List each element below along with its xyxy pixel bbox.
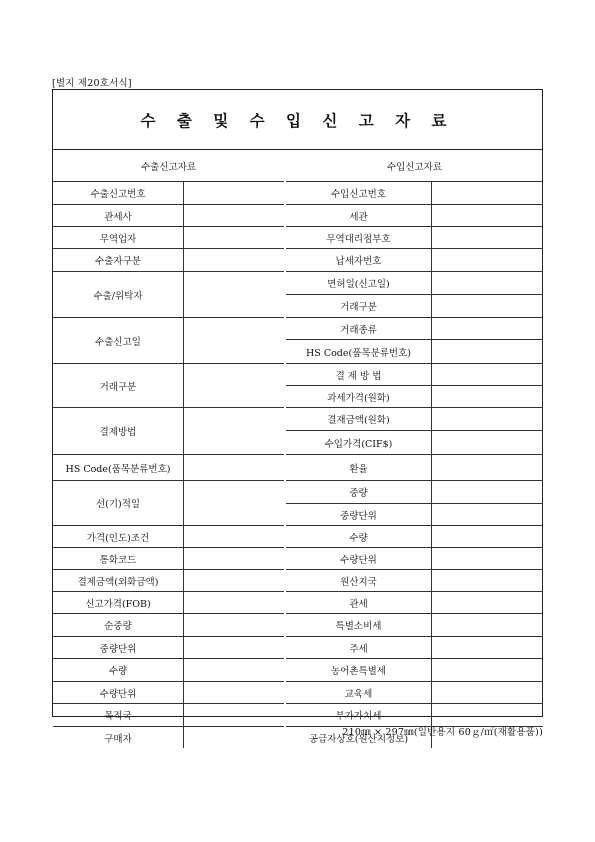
export-field-label: 통화코드 <box>53 548 183 570</box>
import-field-label: 관세 <box>286 592 431 614</box>
import-field-label: 중량단위 <box>286 504 431 526</box>
import-field-value[interactable] <box>431 364 543 386</box>
import-field-label: 특별소비세 <box>286 614 431 637</box>
export-field-value[interactable] <box>183 249 284 272</box>
export-field-value[interactable] <box>183 637 284 659</box>
import-field-label: 수입가격(CIF$) <box>286 431 431 455</box>
import-field-label: 교육세 <box>286 682 431 704</box>
export-field-label: 수출신고일 <box>53 318 183 364</box>
import-field-value[interactable] <box>431 249 543 272</box>
import-field-label: 수량단위 <box>286 548 431 570</box>
import-field-value[interactable] <box>431 455 543 481</box>
paper-spec: 210㎜ × 297㎜(일반용지 60ｇ/㎡(재활용품)) <box>342 727 543 738</box>
import-field-label: 중량 <box>286 481 431 504</box>
export-field-label: 목적국 <box>53 704 183 727</box>
export-field-label: 결제방법 <box>53 408 183 455</box>
export-field-label: 구매자 <box>104 733 132 745</box>
export-field-label: 수량단위 <box>53 682 183 704</box>
import-field-value[interactable] <box>431 659 543 682</box>
export-field-label: 무역업자 <box>53 227 183 249</box>
export-field-label: 수량 <box>53 659 183 682</box>
export-field-value[interactable] <box>183 408 284 455</box>
import-field-value[interactable] <box>431 481 543 504</box>
export-field-value[interactable] <box>183 682 284 704</box>
export-field-value[interactable] <box>183 364 284 408</box>
import-field-label: 환율 <box>286 455 431 481</box>
import-field-value[interactable] <box>431 386 543 408</box>
import-field-label: 세관 <box>286 205 431 227</box>
import-field-label: 결 제 방 법 <box>286 364 431 386</box>
import-field-value[interactable] <box>431 682 543 704</box>
import-header: 수입신고자료 <box>286 150 543 182</box>
import-field-value[interactable] <box>431 570 543 592</box>
export-field-value[interactable] <box>183 526 284 548</box>
form-number: [별지 제20호서식] <box>52 78 132 89</box>
export-field-label: 거래구분 <box>53 364 183 408</box>
export-field-value[interactable] <box>183 592 284 614</box>
import-field-label: 거래종류 <box>286 318 431 340</box>
import-field-value[interactable] <box>431 408 543 431</box>
export-field-value[interactable] <box>183 227 284 249</box>
export-field-value[interactable] <box>183 205 284 227</box>
export-field-value[interactable] <box>183 272 284 318</box>
export-field-value[interactable] <box>183 548 284 570</box>
import-field-label: 원산지국 <box>286 570 431 592</box>
import-field-value[interactable] <box>431 227 543 249</box>
export-field-value[interactable] <box>183 659 284 682</box>
form-title: 수 출 및 수 입 신 고 자 료 <box>53 90 542 150</box>
export-field-value[interactable] <box>183 481 284 526</box>
export-field-label: 수출자구분 <box>53 249 183 272</box>
import-field-value[interactable] <box>431 182 543 205</box>
import-field-label: 과세가격(원화) <box>286 386 431 408</box>
export-field-label: 수출신고번호 <box>53 182 183 205</box>
import-field-value[interactable] <box>431 504 543 526</box>
export-field-value[interactable] <box>183 182 284 205</box>
import-field-value[interactable] <box>431 318 543 340</box>
export-field-label: 결제금액(외화금액) <box>53 570 183 592</box>
export-field-label: 가격(인도)조건 <box>53 526 183 548</box>
export-field-label: 선(기)적일 <box>53 481 183 526</box>
export-field-label: 관세사 <box>53 205 183 227</box>
import-field-label: 결재금액(원화) <box>286 408 431 431</box>
import-field-label: 공급자상호(원산지정보) <box>308 733 409 745</box>
export-field-value[interactable] <box>183 318 284 364</box>
import-field-label: 부가가치세 <box>286 704 431 727</box>
export-field-value[interactable] <box>183 570 284 592</box>
export-field-label: HS Code(품목분류번호) <box>53 455 183 481</box>
import-field-label: 주세 <box>286 637 431 659</box>
export-field-label: 중량단위 <box>53 637 183 659</box>
export-header: 수출신고자료 <box>53 150 284 182</box>
import-field-value[interactable] <box>431 295 543 318</box>
export-field-value[interactable] <box>183 614 284 637</box>
import-field-label: 거래구분 <box>286 295 431 318</box>
import-field-label: 납세자번호 <box>286 249 431 272</box>
import-field-value[interactable] <box>431 614 543 637</box>
export-field-label: 신고가격(FOB) <box>53 592 183 614</box>
import-field-value[interactable] <box>431 637 543 659</box>
import-field-value[interactable] <box>431 592 543 614</box>
import-field-value[interactable] <box>431 526 543 548</box>
import-field-value[interactable] <box>431 340 543 364</box>
import-field-value[interactable] <box>431 205 543 227</box>
import-field-value[interactable] <box>431 548 543 570</box>
import-field-label: 수량 <box>286 526 431 548</box>
import-field-label: 수입신고번호 <box>286 182 431 205</box>
import-field-value[interactable] <box>431 272 543 295</box>
import-field-label: HS Code(품목분류번호) <box>286 340 431 364</box>
import-field-label: 농어촌특별세 <box>286 659 431 682</box>
import-field-label: 무역대리점부호 <box>286 227 431 249</box>
export-field-label: 순중량 <box>53 614 183 637</box>
export-field-label: 수출/위탁자 <box>53 272 183 318</box>
export-field-value[interactable] <box>183 455 284 481</box>
import-field-label: 면허일(신고일) <box>286 272 431 295</box>
import-field-value[interactable] <box>431 431 543 455</box>
